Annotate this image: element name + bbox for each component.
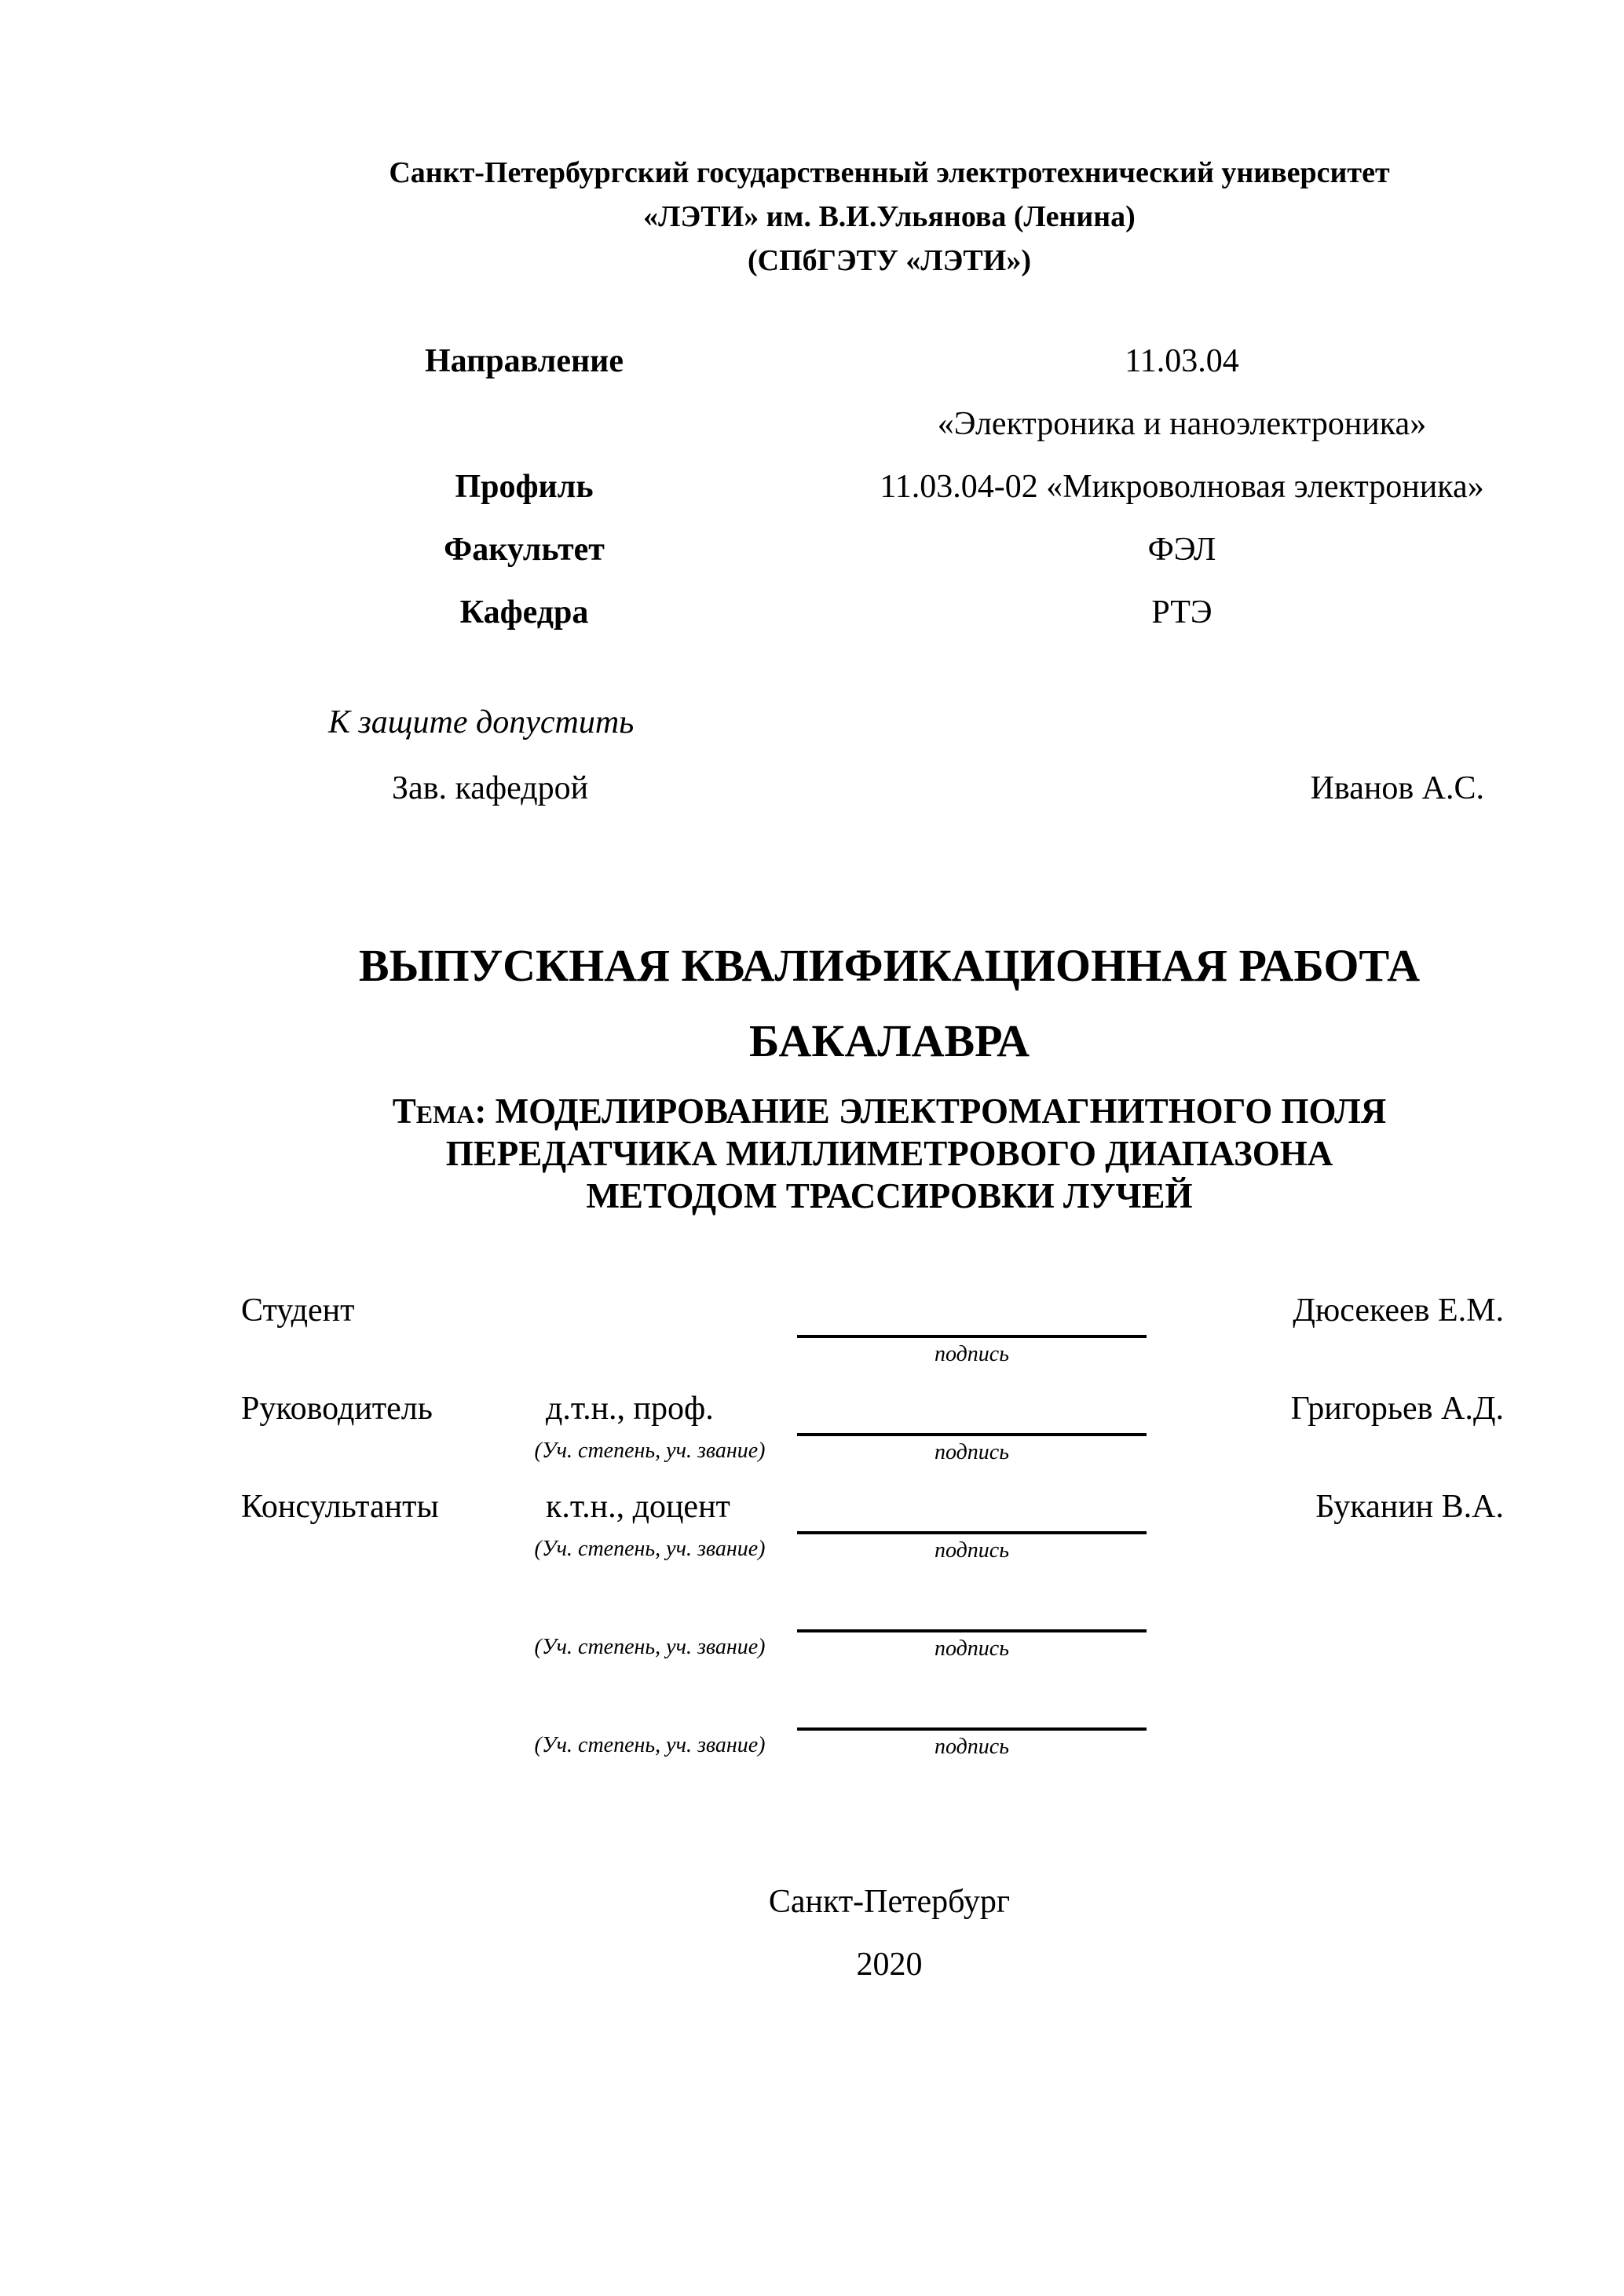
theme-line-2: ПЕРЕДАТЧИКА МИЛЛИМЕТРОВОГО ДИАПАЗОНА — [445, 1134, 1333, 1173]
supervisor-degree-caption: (Уч. степень, уч. звание) — [534, 1439, 766, 1463]
supervisor-signature-caption: подпись — [935, 1440, 1009, 1464]
signature-row-consultant-1 — [232, 1488, 1547, 1582]
student-signature-caption: подпись — [935, 1342, 1009, 1366]
work-title: ВЫПУСКНАЯ КВАЛИФИКАЦИОННАЯ РАБОТА — [358, 940, 1421, 991]
student-signature-line — [797, 1292, 1147, 1338]
supervisor-name: Григорьев А.Д. — [1290, 1391, 1504, 1427]
consultant-signature-caption: подпись — [935, 1538, 1009, 1563]
empty-signature-line-2 — [797, 1684, 1147, 1731]
empty-signature-line-1 — [797, 1586, 1147, 1632]
supervisor-degree: д.т.н., проф. — [546, 1391, 714, 1427]
theme-label: Тема: — [392, 1091, 487, 1131]
info-row-profile — [232, 455, 1547, 518]
student-role-label: Студент — [241, 1292, 355, 1329]
theme-block — [232, 1090, 1547, 1217]
department-head-name: Иванов А.С. — [1310, 770, 1484, 806]
info-row-faculty — [232, 518, 1547, 581]
direction-code: 11.03.04 — [1125, 343, 1239, 379]
university-name: Санкт-Петербургский государственный электротехнический университет — [389, 156, 1390, 189]
supervisor-role-label: Руководитель — [241, 1391, 433, 1427]
department-head-row — [232, 770, 1547, 817]
department-label: Кафедра — [459, 594, 589, 631]
program-info-table — [232, 330, 1547, 644]
empty-signature-caption-1: подпись — [935, 1636, 1009, 1661]
work-subtitle: БАКАЛАВРА — [748, 1015, 1030, 1066]
empty-signature-caption-2: подпись — [935, 1735, 1009, 1759]
theme-line-1 — [232, 1090, 1547, 1132]
faculty-value: ФЭЛ — [1147, 532, 1216, 568]
consultant-degree-caption: (Уч. степень, уч. звание) — [534, 1537, 766, 1561]
department-head-label: Зав. кафедрой — [392, 770, 589, 806]
signature-row-student — [232, 1292, 1547, 1386]
supervisor-signature-line — [797, 1390, 1147, 1436]
info-row-direction-name — [232, 393, 1547, 455]
info-row-direction — [232, 330, 1547, 393]
university-header — [232, 151, 1547, 283]
signature-row-consultant-2 — [232, 1586, 1547, 1680]
empty-degree-caption-2: (Уч. степень, уч. звание) — [534, 1733, 766, 1757]
consultant-signature-line — [797, 1488, 1147, 1534]
consultant-name: Буканин В.А. — [1315, 1489, 1504, 1525]
theme-line-3: МЕТОДОМ ТРАССИРОВКИ ЛУЧЕЙ — [586, 1176, 1193, 1216]
direction-label: Направление — [424, 343, 624, 379]
faculty-label: Факультет — [444, 532, 605, 568]
consultants-role-label: Консультанты — [241, 1489, 439, 1525]
info-row-department — [232, 581, 1547, 644]
signature-row-supervisor — [232, 1390, 1547, 1484]
department-value: РТЭ — [1151, 594, 1213, 631]
direction-name: «Электроника и наноэлектроника» — [937, 406, 1427, 442]
university-abbreviation: (СПбГЭТУ «ЛЭТИ») — [748, 244, 1031, 277]
theme-text-1: МОДЕЛИРОВАНИЕ ЭЛЕКТРОМАГНИТНОГО ПОЛЯ — [495, 1091, 1387, 1131]
profile-value: 11.03.04-02 «Микроволновая электроника» — [880, 469, 1484, 505]
city-label: Санкт-Петербург — [768, 1884, 1011, 1920]
defense-permit-note: К защите допустить — [328, 704, 635, 740]
student-name: Дюсекеев Е.М. — [1293, 1292, 1504, 1329]
profile-label: Профиль — [455, 469, 594, 505]
consultant-degree: к.т.н., доцент — [546, 1489, 730, 1525]
university-short-name: «ЛЭТИ» им. В.И.Ульянова (Ленина) — [643, 200, 1136, 233]
year-label: 2020 — [856, 1947, 923, 1983]
signature-row-consultant-3 — [232, 1684, 1547, 1779]
empty-degree-caption-1: (Уч. степень, уч. звание) — [534, 1635, 766, 1659]
